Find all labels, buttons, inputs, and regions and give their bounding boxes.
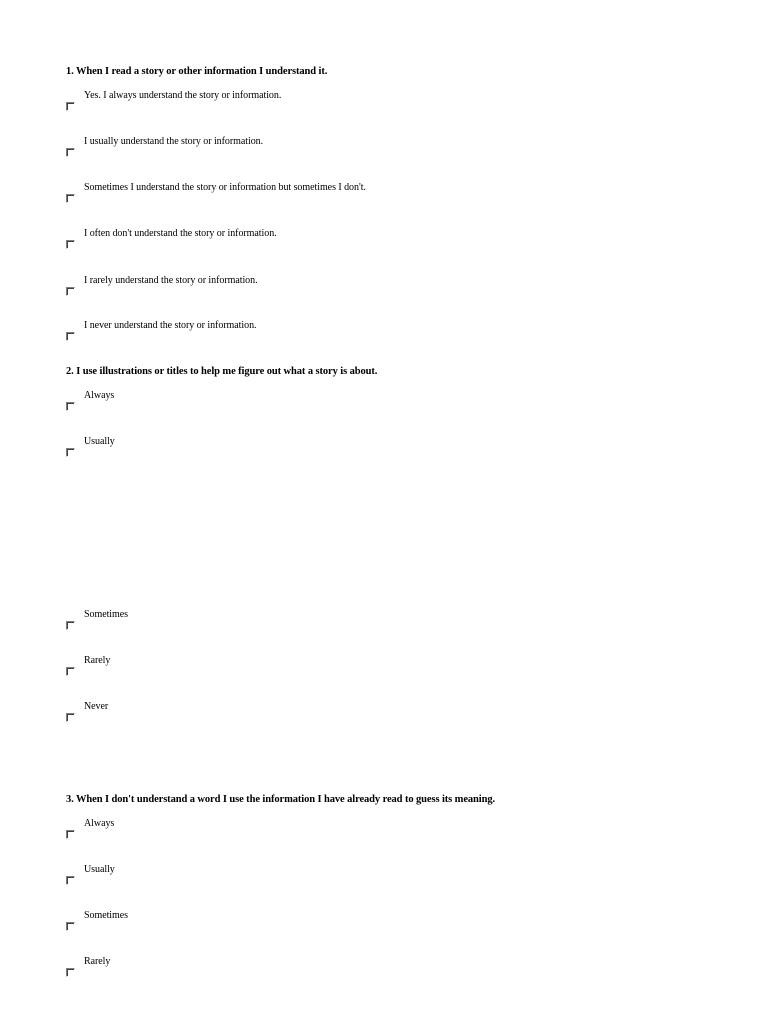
q3-option-3-checkbox[interactable] [66,922,75,931]
q1-option-4-checkbox[interactable] [66,240,75,249]
q2-option-2-checkbox[interactable] [66,448,75,457]
q1-option-5-label: I rarely understand the story or information. [84,275,258,286]
q1-option-1-checkbox[interactable] [66,102,75,111]
q1-option-4-label: I often don't understand the story or information. [84,228,277,239]
q3-option-4-checkbox[interactable] [66,968,75,977]
q1-option-3-checkbox[interactable] [66,194,75,203]
q2-option-2-label: Usually [84,436,115,447]
q3-option-1-checkbox[interactable] [66,830,75,839]
q3-option-4-label: Rarely [84,956,111,967]
q1-option-1-label: Yes. I always understand the story or information. [84,90,282,101]
q2-option-3-checkbox[interactable] [66,621,75,630]
q1-option-2-checkbox[interactable] [66,148,75,157]
q1-option-6-checkbox[interactable] [66,332,75,341]
q1-option-6-label: I never understand the story or information. [84,320,257,331]
q3-option-2-label: Usually [84,864,115,875]
q1-option-2-label: I usually understand the story or information. [84,136,264,147]
q2-option-1-checkbox[interactable] [66,402,75,411]
q2-option-3-label: Sometimes [84,609,128,620]
q2-option-5-label: Never [84,701,109,712]
q1-option-5-checkbox[interactable] [66,287,75,296]
q3-option-2-checkbox[interactable] [66,876,75,885]
q3-option-3-label: Sometimes [84,910,128,921]
q2-option-5-checkbox[interactable] [66,713,75,722]
q2-option-1-label: Always [84,390,115,401]
q3-option-1-label: Always [84,818,115,829]
question-3-text: 3. When I don't understand a word I use the information I have already read to guess its meaning. [66,794,496,805]
q2-option-4-checkbox[interactable] [66,667,75,676]
q1-option-3-label: Sometimes I understand the story or information but sometimes I don't. [84,182,366,193]
question-2-text: 2. I use illustrations or titles to help me figure out what a story is about. [66,366,378,377]
question-1-text: 1. When I read a story or other information I understand it. [66,66,328,77]
q2-option-4-label: Rarely [84,655,111,666]
